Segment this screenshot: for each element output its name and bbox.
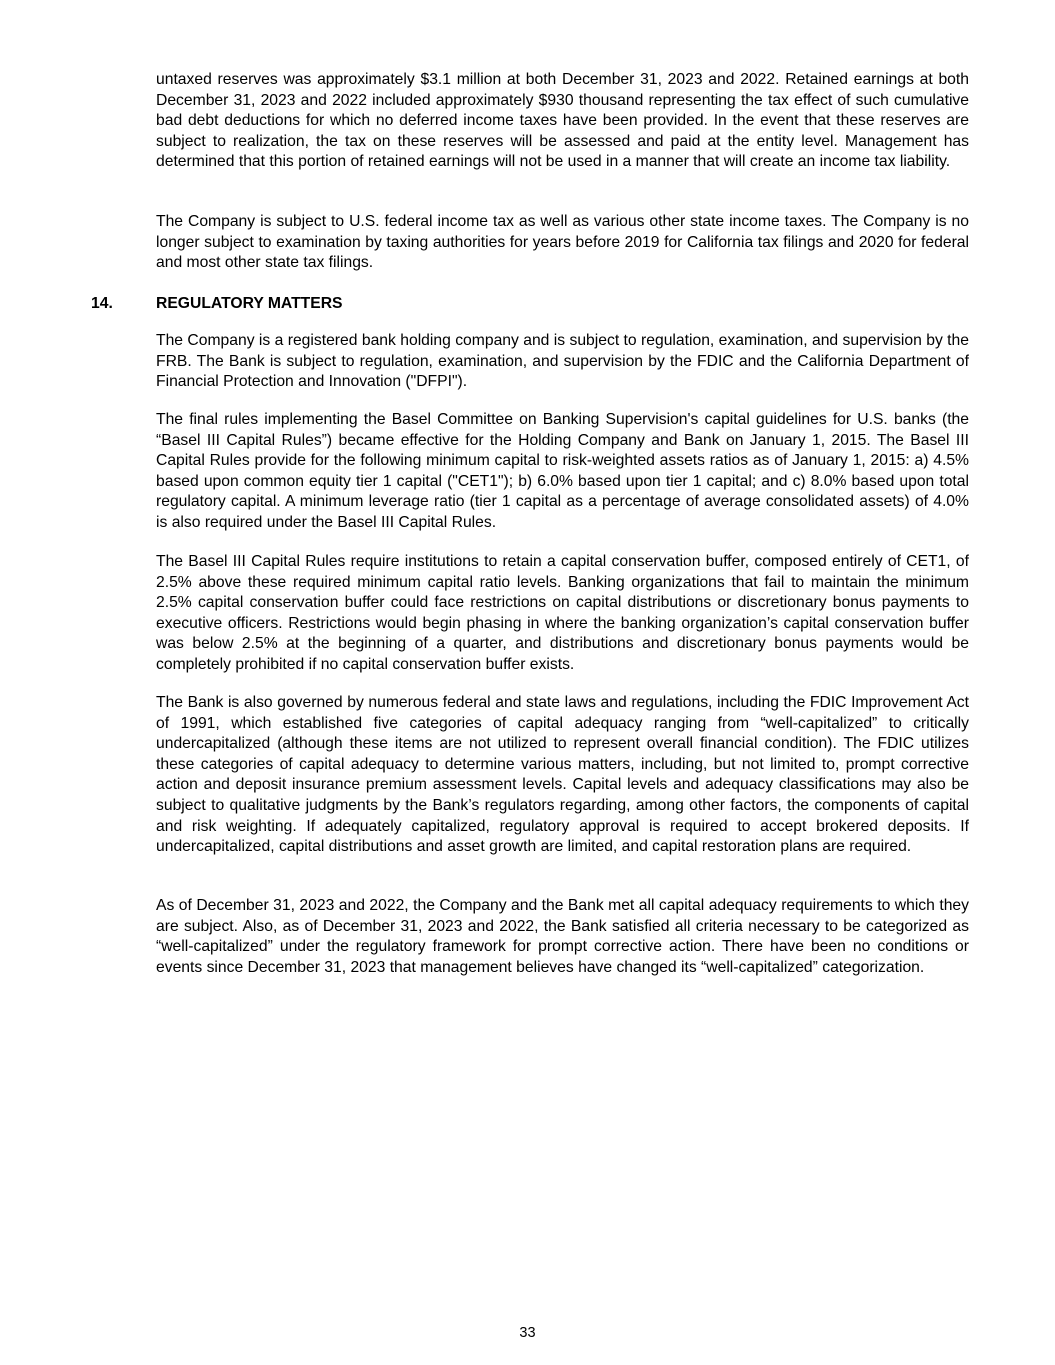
paragraph-capital-conservation-buffer: The Basel III Capital Rules require institutions to retain a capital conservation buffer, composed entirely of CET1, of 2.5% above these required minimum capital ratio levels. Banking organizations that fail to maintain the minimum 2.5% capital conservation buffer could face restrictions on capital distributions or discretionary bonus payments to executive officers. Restrictions would begin phasing in where the banking organization’s capital conservation buffer was below 2.5% at the beginning of a quarter, and distributions and discretionary bonus payments would be completely prohibited if no capital conservation buffer exists. bbox=[156, 553, 969, 673]
paragraph-bank-holding-company: The Company is a registered bank holding company and is subject to regulation, examination, and supervision by the FRB. The Bank is subject to regulation, examination, and supervision by the FDIC and the California Department of Financial Protection and Innovation ("DFPI"). bbox=[156, 332, 969, 391]
paragraph-untaxed-reserves: untaxed reserves was approximately $3.1 million at both December 31, 2023 and 2022. Retained earnings at both December 31, 2023 and 2022 included approximately $930 thousand representing the tax effect of such cumulative bad debt deductions for which no deferred income taxes have been provided. In the event that these reserves are subject to realization, the tax on these reserves will be assessed and paid at the entity level. Management has determined that this portion of retained earnings will not be used in a manner that will create an income tax liability. bbox=[156, 71, 969, 171]
section-number: 14. bbox=[91, 295, 113, 312]
paragraph-federal-income-tax: The Company is subject to U.S. federal income tax as well as various other state income taxes. The Company is no longer subject to examination by taxing authorities for years before 2019 for California tax filings and 2020 for federal and most other state tax filings. bbox=[156, 213, 969, 272]
section-title: REGULATORY MATTERS bbox=[156, 295, 343, 312]
paragraph-basel-iii-rules: The final rules implementing the Basel Committee on Banking Supervision's capital guidelines for U.S. banks (the “Basel III Capital Rules”) became effective for the Holding Company and Bank on January 1, 2015. The Basel III Capital Rules provide for the following minimum capital to risk-weighted assets ratios as of January 1, 2015: a) 4.5% based upon common equity tier 1 capital ("CET1"); b) 6.0% based upon tier 1 capital; and c) 8.0% based upon total regulatory capital. A minimum leverage ratio (tier 1 capital as a percentage of average consolidated assets) of 4.0% is also required under the Basel III Capital Rules. bbox=[156, 411, 969, 531]
paragraph-capital-adequacy-met: As of December 31, 2023 and 2022, the Company and the Bank met all capital adequacy requirements to which they are subject. Also, as of December 31, 2023 and 2022, the Bank satisfied all criteria necessary to be categorized as “well-capitalized” under the regulatory framework for prompt corrective action. There have been no conditions or events since December 31, 2023 that management believes have changed its “well-capitalized” categorization. bbox=[156, 897, 969, 976]
paragraph-fdic-improvement-act: The Bank is also governed by numerous federal and state laws and regulations, including the FDIC Improvement Act of 1991, which established five categories of capital adequacy ranging from “well-capitalized” to critically undercapitalized (although these items are not utilized to represent overall financial condition). The FDIC utilizes these categories of capital adequacy to determine various matters, including, but not limited to, prompt corrective action and deposit insurance premium assessment levels. Capital levels and adequacy classifications may also be subject to qualitative judgments by the Bank’s regulators regarding, among other factors, the components of capital and risk weighting. If adequately capitalized, regulatory approval is required to accept brokered deposits. If undercapitalized, capital distributions and asset growth are limited, and capital restoration plans are required. bbox=[156, 694, 969, 856]
page-number: 33 bbox=[519, 1325, 536, 1341]
